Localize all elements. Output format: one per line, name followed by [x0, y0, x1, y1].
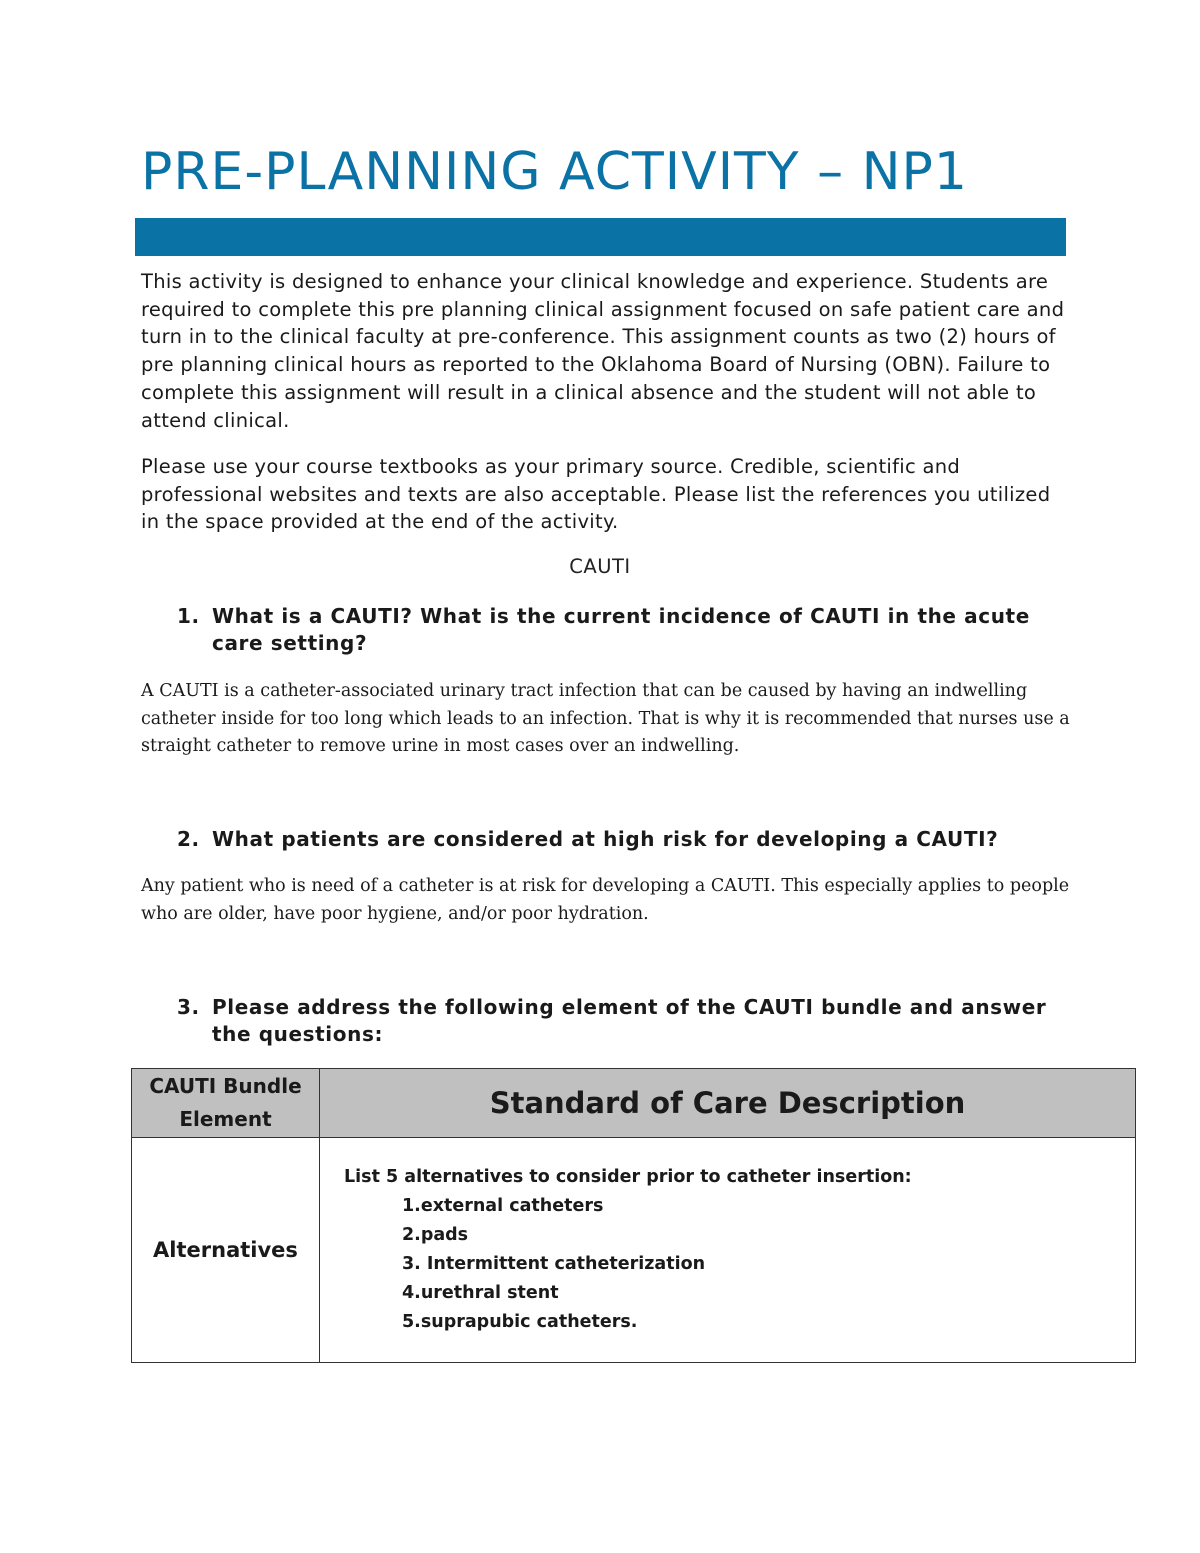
question-3 — [177, 994, 1077, 1048]
question-number: 1. — [177, 604, 200, 628]
list-item: 1.external catheters — [402, 1196, 604, 1216]
question-text: Please address the following element of the CAUTI bundle and answer the questions: — [212, 995, 1047, 1046]
question-text: What patients are considered at high risk for developing a CAUTI? — [212, 827, 999, 851]
alternatives-list — [344, 1192, 1134, 1337]
row-label-alternatives: Alternatives — [132, 1138, 320, 1363]
section-title: CAUTI — [569, 555, 631, 578]
question-number: 3. — [177, 995, 200, 1019]
intro-paragraph-1: This activity is designed to enhance your clinical knowledge and experience. Students are required to complete this pre planning clinical assignment focused on safe patient care and turn in to the clinical faculty at pre-conference. This assignment counts as two (2) hours of pre planning clinical hours as reported to the Oklahoma Board of Nursing (OBN). Failure to complete this assignment will result in a clinical absence and the student will not able to attend clinical. — [141, 270, 1065, 432]
intro-paragraph-2: Please use your course textbooks as your primary source. Credible, scientific and professional websites and texts are also acceptable. Please list the references you utilized in the space provided at the end of the activity. — [141, 455, 1051, 534]
list-item: 2.pads — [402, 1225, 469, 1245]
list-item: 5.suprapubic catheters. — [402, 1312, 638, 1332]
page-title: PRE-PLANNING ACTIVITY – NP1 — [141, 142, 968, 202]
question-2 — [177, 826, 1077, 853]
alternatives-lead: List 5 alternatives to consider prior to catheter insertion: — [344, 1167, 912, 1187]
list-item: 4.urethral stent — [402, 1283, 559, 1303]
table-row — [132, 1138, 1136, 1363]
header-standard-of-care: Standard of Care Description — [320, 1069, 1136, 1138]
question-number: 2. — [177, 827, 200, 851]
title-divider-bar — [135, 218, 1066, 256]
table-header-row — [132, 1069, 1136, 1138]
question-text: What is a CAUTI? What is the current incidence of CAUTI in the acute care setting? — [212, 604, 1030, 655]
answer-2: Any patient who is need of a catheter is at risk for developing a CAUTI. This especially applies to people who are older, have poor hygiene, and/or poor hydration. — [141, 876, 1070, 924]
answer-1: A CAUTI is a catheter-associated urinary tract infection that can be caused by having an indwelling catheter inside for too long which leads to an infection. That is why it is recommended that nurses use a straight catheter to remove urine in most cases over an indwelling. — [141, 681, 1070, 756]
cauti-bundle-table — [131, 1068, 1136, 1363]
question-1 — [177, 603, 1077, 657]
header-bundle-element: CAUTI Bundle Element — [132, 1069, 320, 1138]
row-content-alternatives — [320, 1138, 1136, 1363]
list-item: 3. Intermittent catheterization — [402, 1254, 706, 1274]
